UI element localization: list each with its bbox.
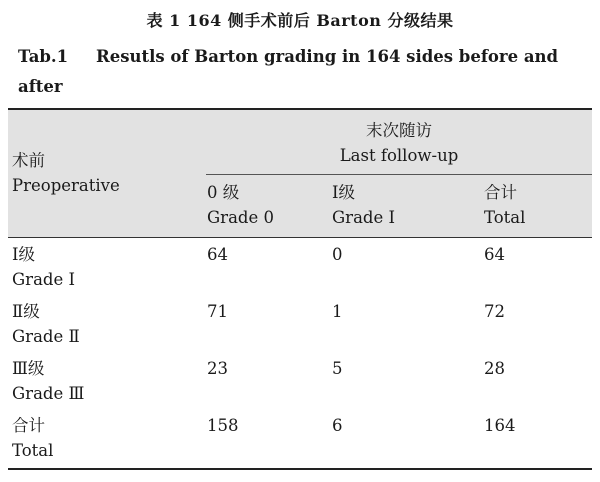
row-label-total: 合计 Total (12, 416, 54, 460)
table-label: Tab.1 (18, 47, 69, 66)
cell-r4-grade-1: 6 (332, 416, 343, 435)
cell-r2-total: 72 (484, 302, 505, 321)
group-header: 末次随访 Last follow-up (339, 121, 459, 165)
row-label-grade-1: Ⅰ级 Grade Ⅰ (12, 245, 75, 289)
table-bottom-rule (8, 468, 592, 470)
column-header-grade-0: 0 级 Grade 0 (207, 183, 274, 227)
row-label-grade-2: Ⅱ级 Grade Ⅱ (12, 302, 80, 346)
cell-r1-total: 64 (484, 245, 505, 264)
cell-r1-grade-0: 64 (207, 245, 228, 264)
table-header (8, 110, 592, 237)
table-body (8, 238, 592, 468)
column-header-grade-1: Ⅰ级 Grade Ⅰ (332, 183, 395, 227)
title-line-1: Resutls of Barton grading in 164 sides before and after (18, 47, 559, 96)
cell-r3-total: 28 (484, 359, 505, 378)
group-header-rule (206, 174, 592, 175)
cell-r1-grade-1: 0 (332, 245, 343, 264)
cell-r3-grade-0: 23 (207, 359, 228, 378)
column-header-total: 合计 Total (484, 183, 526, 227)
row-header: 术前 Preoperative (12, 151, 120, 195)
cell-r2-grade-0: 71 (207, 302, 228, 321)
data-table (8, 108, 592, 470)
table-title-chinese: 表 1 164 侧手术前后 Barton 分级结果 (146, 11, 454, 30)
cell-r3-grade-1: 5 (332, 359, 343, 378)
cell-r2-grade-1: 1 (332, 302, 343, 321)
cell-r4-total: 164 (484, 416, 516, 435)
row-label-grade-3: Ⅲ级 Grade Ⅲ (12, 359, 85, 403)
cell-r4-grade-0: 158 (207, 416, 239, 435)
